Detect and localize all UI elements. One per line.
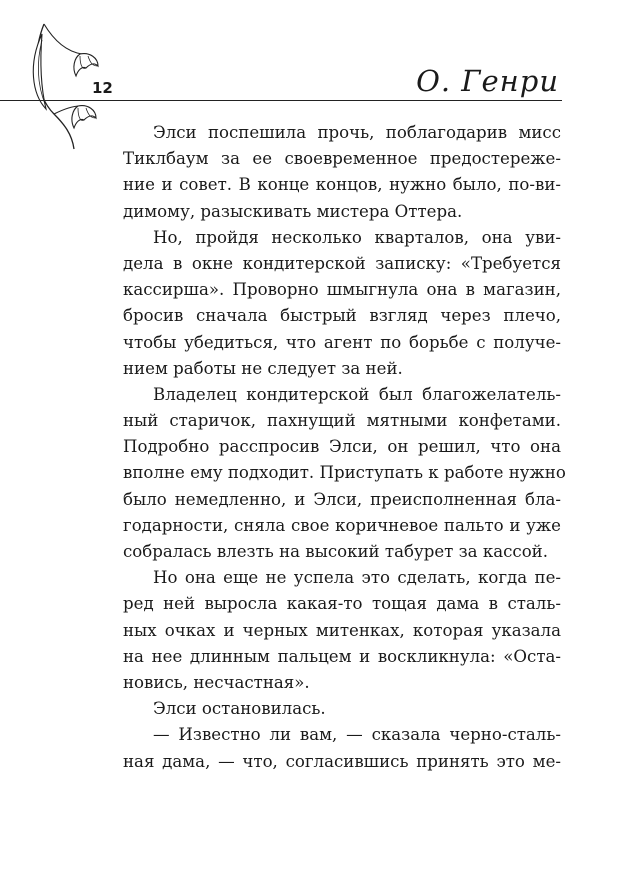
text-line: Элси остановилась. [153,699,326,719]
body-text [123,120,566,775]
text-line: Владелец кондитерской был благожелатель- [153,384,561,404]
text-line: дела в окне кондитерской записку: «Требуется [123,253,561,273]
text-line: чтобы убедиться, что агент по борьбе с получе- [123,332,561,352]
text-line: на нее длинным пальцем и воскликнула: «Оста- [123,646,561,666]
text-line: годарности, сняла свое коричневое пальто и уже [123,515,561,535]
text-line: — Известно ли вам, — сказала черно-сталь- [153,725,561,745]
text-line: димому, разыскивать мистера Оттера. [123,201,463,221]
text-line: бросив сначала быстрый взгляд через плечо, [123,306,561,326]
text-line: ных очках и черных митенках, которая указала [123,620,561,640]
text-line: вполне ему подходит. Приступать к работе нужно [123,463,566,483]
text-line: было немедленно, и Элси, преисполненная бла- [123,489,561,509]
header-rule [0,100,562,101]
text-line: ред ней выросла какая-то тощая дама в сталь- [123,594,561,614]
text-line: ние и совет. В конце концов, нужно было, по-ви- [123,175,561,195]
running-head-author: О. Генри [416,64,559,98]
text-line: Подробно расспросив Элси, он решил, что она [123,437,561,457]
text-line: кассирша». Проворно шмыгнула она в магазин, [123,280,561,300]
text-line: ный старичок, пахнущий мятными конфетами. [123,411,561,431]
text-line: Но она еще не успела это сделать, когда пе- [153,568,561,588]
text-line: Тиклбаум за ее своевременное предостереже- [123,149,561,169]
text-line: собралась влезть на высокий табурет за кассой. [123,542,549,561]
text-line: Но, пройдя несколько кварталов, она уви- [153,227,561,247]
text-line: новись, несчастная». [123,672,310,692]
text-line: ная дама, — что, согласившись принять это ме- [123,751,561,771]
page-number: 12 [92,79,113,97]
text-line: Элси поспешила прочь, поблагодарив мисс [153,123,561,142]
text-line: нием работы не следует за ней. [123,358,403,378]
